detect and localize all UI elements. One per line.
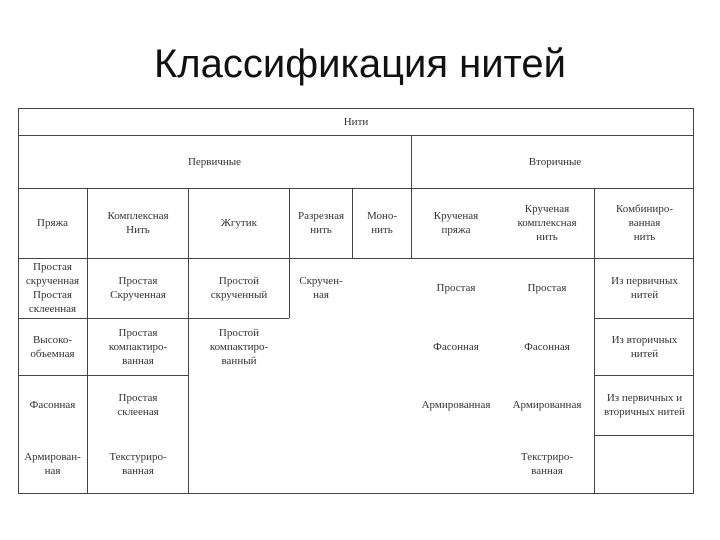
column-yarn: Пряжа [37, 217, 68, 229]
table-cell: Простой скрученный [210, 275, 268, 301]
header-secondary: Вторичные [528, 155, 582, 168]
table-cell: Текстриро- ванная [520, 451, 574, 477]
table-cell: Простая склееная [117, 392, 159, 418]
page-title: Классификация нитей [153, 42, 567, 86]
table-cell: Армированная [421, 399, 491, 411]
table-cell: Простой компактиро- ванный [209, 326, 269, 367]
column-twisted-complex: Крученая комплексная нить [517, 203, 577, 243]
table-cell: Армирован- ная [24, 451, 81, 477]
table-cell: Простая компактиро- ванная [108, 326, 168, 367]
table-cell: Фасонная [433, 340, 479, 353]
header-primary: Первичные [187, 155, 242, 168]
header-root: Нити [343, 115, 369, 128]
column-twisted-yarn: Крученая пряжа [433, 210, 479, 236]
table-cell: Текстуриро- ванная [109, 451, 167, 477]
table-cell: Скручен- ная [299, 275, 343, 301]
table-cell: Армированная [512, 399, 582, 411]
column-monofilament: Моно- нить [366, 210, 398, 236]
column-split-thread: Разрезная нить [297, 210, 345, 236]
table-cell: Фасонная [524, 340, 570, 353]
table-cell: Фасонная [29, 399, 76, 411]
column-tow: Жгутик [221, 217, 257, 229]
table-cell: Из первичных нитей [611, 275, 678, 301]
table-cell: Из вторичных нитей [611, 333, 678, 360]
table-cell: Простая [436, 282, 476, 294]
table-cell: Высоко- объемная [30, 333, 75, 360]
column-complex-thread: Комплексная Нить [107, 210, 169, 236]
table-cell: Простая [527, 282, 567, 294]
table-cell: Простая Скрученная [110, 275, 166, 301]
table-cell: Из первичных и вторичных нитей [604, 392, 685, 418]
column-combined-thread: Комбиниро- ванная нить [616, 203, 673, 243]
table-cell: Простая скрученная Простая склеенная [25, 261, 80, 315]
